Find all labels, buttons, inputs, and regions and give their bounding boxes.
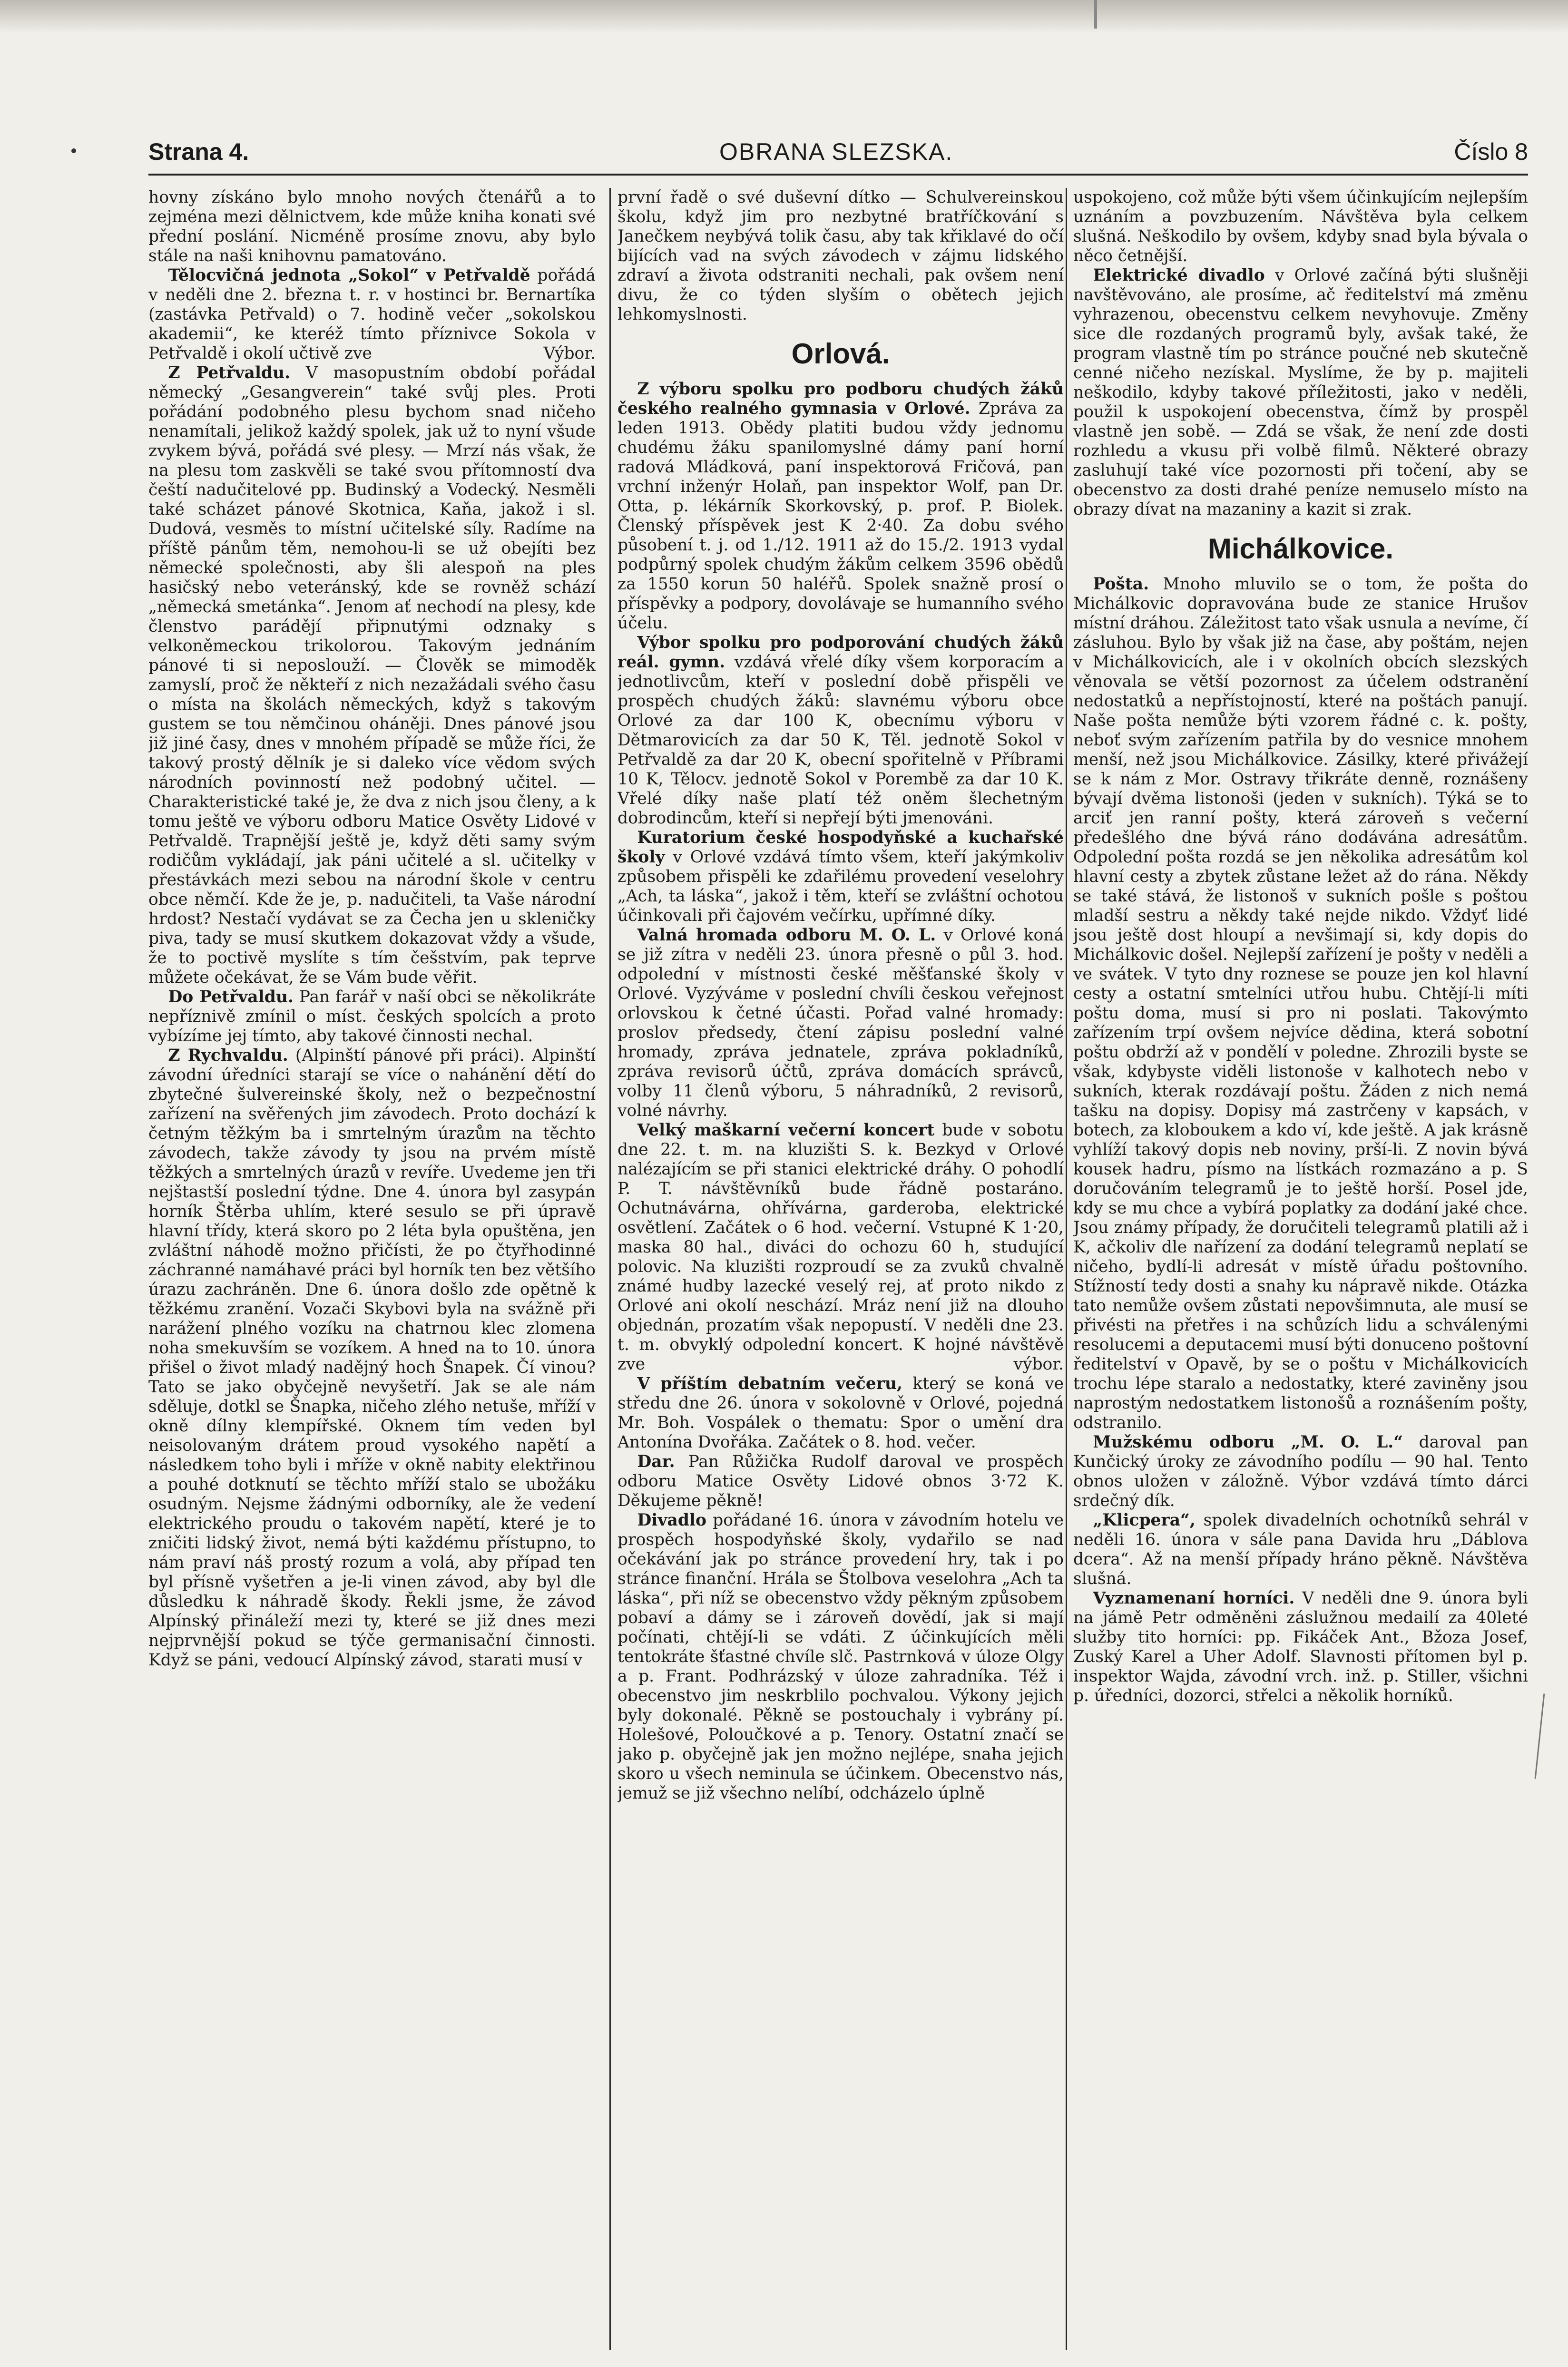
article-text: (Alpinští pánové při práci). Alpinští závodní úředníci starají se více o nahánění dětí do zbytečné šulvereinské školy, než o bezpečnostní zařízení na svěřených jim závodech. Proto dochází k četným těžkým ba i smrtelným úrazům na těchto závodech, takže závody ty jsou na prvém místě těžkých a smrtelných úrazů v revíře. Uvedeme jen tři nejštastší poslední týdne. Dne 4. února byl zasypán horník Štěrba uhlím, které sesulo se při úpravě hlavní třídy, která skoro po 2 léta byla opuštěna, jen zvláštní náhodě možno přičísti, že po čtyřhodinné záchranné namáhavé práci byl horník ten bez většího úrazu zachráněn. Dne 6. února došlo zde opětně k těžkému zranění. Vozači Skybovi byla na svážně při narážení plného vozíku na chatrnou klec zlomena noha smekuvším se vozíkem. A hned na to 10. února přišel o život mladý nadějný hoch Šnapek. Čí vinou? Tato se jako obyčejně nevyšetří. Jak se ale nám sděluje, dotkl se Šnapka, ničeho zlého netuše, mříží v okně dílny klempířské. Oknem tím veden byl neisolovaným drátem proud vysokého napětí a následkem toho byli i mříže v okně nabity elektřinou a pouhé dotknutí se těchto mříží stalo se ubožáku osudným. Nejsme žádnými odborníky, ale že vedení elektrického proudu o takovém napětí, které je to zničiti lidský život, nemá býti každému přístupno, to nám praví náš prostý rozum a volá, aby případ ten byl přísně vyšetřen a je-li vinen závod, aby byl dle důsledku k náhradě škody. Řekli jsme, že závod Alpínský přináleží mezi ty, které se již dnes mezi nejprvnější pokud se týče germanisační činnosti. Když se páni, vedoucí Alpínský závod, starati musí v	[148, 1046, 596, 1670]
article-paragraph	[617, 1374, 1064, 1452]
town-heading: Michálkovice.	[1207, 533, 1394, 565]
article-heading: Tělocvičná jednota „Sokol“ v Petřvaldě	[168, 266, 530, 285]
article-heading: V příštím debatním večeru,	[637, 1374, 903, 1393]
article-heading: Do Petřvaldu.	[168, 988, 294, 1007]
article-text: V neděli dne 9. února byli na jámě Petr odměněni záslužnou medailí za 40leté služby tito horníci: pp. Fikáček Ant., Bžoza Josef, Zuský Karel a Uher Adolf. Slavnosti přítomen byl p. inspektor Wajda, závodní vrch. inž. p. Stiller, všichni p. úředníci, dozorci, střelci a několik horníků.	[1073, 1589, 1528, 1705]
article-heading: Z Petřvaldu.	[168, 363, 291, 382]
article-heading: Výbor spolku pro podporování chudých žáků reál. gymn.	[617, 633, 1064, 672]
column-3	[1073, 188, 1528, 2350]
article-text: v Orlové vzdává tímto všem, kteří jakýmkoliv způsobem přispěli ke zdařilému provedení veselohry „Ach, ta láska“, jakož i těm, kteří se zvláštní ochotou účinkovali při čajovém večírku, upřímné díky.	[617, 848, 1064, 925]
article-heading: Divadlo	[637, 1511, 707, 1530]
signature: Výbor.	[543, 344, 596, 363]
newspaper-title: OBRANA SLEZSKA.	[719, 138, 953, 165]
article-paragraph	[1073, 266, 1528, 519]
article-heading: Vyznamenaní horníci.	[1093, 1589, 1295, 1608]
article-heading: Pošta.	[1093, 575, 1149, 594]
article-text: spolek divadelních ochotníků sehrál v neděli 16. února v sále pana Davida hru „Dáblova dcera“. Až na menší případy hráno pěkně. Návštěva slušná.	[1073, 1511, 1528, 1588]
article-paragraph	[617, 1121, 1064, 1374]
issue-number: Číslo 8	[1454, 138, 1528, 165]
article-text: první řadě o své duševní dítko — Schulvereinskou školu, když jim pro nezbytné bratříčkování s Janečkem neybývá tolik času, aby tak křiklavé do očí bijících vad na svých závodech v zájmu lidského zdraví a života odstraniti nechali, pak ovšem není divu, že co týden slyším o obětech jejich lehkomyslnosti.	[617, 188, 1064, 324]
article-heading: Valná hromada odboru M. O. L.	[637, 926, 936, 945]
article-paragraph	[617, 188, 1064, 324]
article-heading: Z výboru spolku pro podboru chudých žáků českého realného gymnasia v Orlové.	[617, 380, 1064, 418]
article-text: Pan Růžička Rudolf daroval ve prospěch odboru Matice Osvěty Lidové obnos 3·72 K. Děkujeme pěkně!	[617, 1452, 1064, 1510]
column-divider-2	[1066, 188, 1067, 2350]
article-heading: Z Rychvaldu.	[168, 1046, 288, 1065]
article-text: Zpráva za leden 1913. Obědy platiti budou vždy jednomu chudému žáku spanilomyslné dámy paní horní radová Mládková, paní inspektorová Fričová, pan vrchní inženýr Holaň, pan inspektor Wolf, pan Dr. Otta, p. lékárník Skorkovský, p. prof. P. Biolek. Členský příspěvek jest K 2·40. Za dobu svého působení t. j. od 1./12. 1911 až do 15./2. 1913 vydal podpůrný spolek chudým žákům celkem 3596 obědů za 1550 korun 50 haléřů. Spolek snažně prosí o příspěvky a podpory, dovolávaje se humanního svého účelu.	[617, 399, 1064, 633]
article-text: Mnoho mluvilo se o tom, že pošta do Michálkovic dopravována bude ze stanice Hrušov místní dráhou. Záležitost tato však usnula a nevíme, čí zásluhou. Bylo by však již na čase, aby poštám, nejen v Michálkovicích, ale i v okolních obcích slezských věnovala se větší pozornost za účelem odstranění nedostatků a nepřístojností, které na poštách panují. Naše pošta nemůže býti vzorem řádné c. k. pošty, neboť svým zařízením patřila by do vesnice mnohem menší, než jsou Michálkovice. Zásilky, které přivážejí se k nám z Mor. Ostravy třikráte denně, roznášeny bývají dvěma listonoši (jeden v sukních). Týká se to arciť jen ranní pošty, která zároveň s večerní předešlého dne bývá ráno dodávána adresátům. Odpolední pošta rozdá se jen několika adresátům kol hlavní cesty a zbytek zůstane ležet až do rána. Někdy se také stává, že listonoš v sukních pošle s poštou mladší sestru a někdy také nejde nikdo. Vždyť lidé jsou ještě dost hloupí a nevšimají si, kdy dopis do Michálkovic došel. Nejlepší zařízení je pošty v neděli a ve svátek. V tyto dny roznese se pouze jen kol hlavní cesty a ostatní smtelníci utřou hubu. Chtějí-li míti poštu doma, musí si pro ni poslati. Takovýmto zařízením trpí ovšem nejvíce dědina, která sobotní poštu obdrží až v pondělí v poledne. Zhrozili byste se však, kdybyste viděli listonoše v kalhotech nebo v sukních, kterak rozdávají poštu. Žáden z nich nemá tašku na dopisy. Dopisy má zastrčeny v kapsách, v botech, za kloboukem a kdo ví, kde ještě. A jak krásně vyhlíží takový dopis neb noviny, prší-li. Z novin bývá kousek hadru, písmo na lístkách rozmazáno a p. S doručováním telegramů je to ještě horší. Posel jde, kdy se mu chce a vybírá poplatky za dodání jaké chce. Jsou známy případy, že doručiteli telegramů platili až i K, ačkoliv dle nařízení za dodání telegramů neplatí se ničeho, bydlí-li adresát v místě úřadu poštovního. Stížností tedy dosti a snahy ku nápravě nikde. Otázka tato nemůže ovšem zůstati nepovšimnuta, ale musí se přivésti na přetřes i na schůzích lidu a schválenými resolucemi a deputacemi musí býti donuceno poštovní ředitelství v Opavě, by se o poštu v Michálkovicích trochu lépe staralo a nedostatky, které zaviněny jsou naprostým nedostatkem listonošů a roznášením pošty, odstranilo.	[1073, 575, 1528, 1432]
article-paragraph	[617, 1511, 1064, 1803]
article-text: pořádá v neděli dne 2. března t. r. v hostinci br. Bernartíka (zastávka Petřvald) o 7. hodině večer „sokolskou akademii“, ke kteréž tímto příznivce Sokola v Petřvaldě i okolí učtivě zve	[148, 266, 596, 363]
article-text: vzdává vřelé díky všem korporacím a jednotlivcům, kteří v poslední době přispěli ve prospěch chudých žáků: slavnému výboru obce Orlové za dar 100 K, obecnímu výboru v Dětmarovicích za dar 50 K, Těl. jednotě Sokol v Petřvaldě za dar 20 K, obecní spořitelně v Příbrami 10 K, Tělocv. jednotě Sokol v Porembě za dar 10 K. Vřelé díky naše platí též oněm šlechetným dobrodincům, kteří si nepřejí býti jmenováni.	[617, 653, 1064, 828]
article-text: V masopustním období pořádal německý „Gesangverein“ také svůj ples. Proti pořádání podobného plesu bychom snad ničeho nenamítali, jelikož každý spolek, jak už to nyní všude zvykem bývá, pořádá své plesy. — Mrzí nás však, že na plesu tom zaskvěli se také svou přítomností dva čeští nadučitelové pp. Budinský a Vodecký. Nesměli také scházet pánové Skotnica, Kaňa, jakož i sl. Dudová, vesměs to místní učitelské síly. Radíme na příště pánům těm, nemohou-li se už obejíti bez německé společnosti, aby šli alespoň na ples hasičský nebo veteránský, kde se rovněž schází „německá smetánka“. Jenom ať nechodí na plesy, kde členstvo parádějí připnutými odznaky s velkoněmeckou trikolorou. Takovým jednáním pánové ti si neposlouží. — Člověk se mimoděk zamyslí, proč že někteří z nich nezažádali svého času o místa na školách německých, když s takovým gustem se tou němčinou oháněji. Dnes pánové jsou již jiné časy, dnes v mnohém případě se může říci, že takový prostý dělník je si daleko více vědom svých národních povinností než podobný učitel. — Charakteristické také je, že dva z nich jsou členy, a k tomu ještě ve výboru odboru Matice Osvěty Lidové v Petřvaldě. Trapnější ještě je, když děti samy svým rodičům vykládají, jak páni učitelé a sl. učitelky v přestávkách mezi sebou na národní škole v centru obce němčí. Kde že je, p. nadučiteli, ta Vaše národní hrdost? Nestačí vydávat se za Čecha jen u skleničky piva, tady se musí skutkem dokazovat vždy a všude, že to poctivě myslíte s tím češstvím, pak teprve můžete očekávat, že se Vám bude věřit.	[148, 363, 596, 987]
article-text: v Orlové koná se již zítra v neděli 23. února přesně o půl 3. hod. odpolední v místnosti české měšťanské školy v Orlové. Vyzýváme v poslední chvíli českou veřejnost orlovskou k četné účasti. Pořad valné hromady: proslov předsedy, čtení zápisu poslední valné hromady, zpráva jednatele, zpráva pokladníků, zpráva revisorů účtů, zpráva domácích správců, volby 11 členů výboru, 5 náhradníků, 2 revisorů, volné návrhy.	[617, 926, 1064, 1120]
scan-shadow	[0, 0, 1568, 33]
article-paragraph	[617, 633, 1064, 828]
margin-mark	[1535, 1693, 1545, 1779]
article-paragraph	[1073, 188, 1528, 266]
article-text: který se koná ve středu dne 26. února v sokolovně v Orlové, pojedná Mr. Boh. Vospálek o thematu: Spor o umění dra Antonína Dvořáka. Začátek o 8. hod. večer.	[617, 1374, 1064, 1452]
signature: výbor.	[1013, 1355, 1064, 1374]
article-paragraph	[617, 1452, 1064, 1511]
town-heading: Orlová.	[791, 338, 890, 370]
page-fold-mark	[1094, 0, 1097, 29]
article-paragraph	[1073, 1511, 1528, 1589]
article-text: v Orlové začíná býti slušněji navštěvováno, ale prosíme, ač ředitelství má změnu vyhrazenou, obecenstvu celkem nevyhovuje. Změny sice dle rozdaných programů byly, avšak také, že program vlastně tím po stránce poučné neb skutečně cenné ničeho nezískal. Myslíme, že by p. majiteli neškodilo, kdyby takové příležitosti, jako v neděli, použil k uspokojení obecenstva, čímž by prospěl vlastně jen sobě. — Zdá se však, že není zde dosti rozhledu a vkusu při volbě filmů. Některé obrazy zasluhují také více pozornosti při točení, aby se obecenstvo za dosti drahé peníze nemuselo místo na obrazy dívat na mazaniny a kazit si zrak.	[1073, 266, 1528, 519]
article-heading: Elektrické divadlo	[1093, 266, 1265, 285]
article-heading: Mužskému odboru „M. O. L.“	[1093, 1433, 1403, 1452]
article-paragraph	[617, 828, 1064, 926]
page-header	[148, 138, 1528, 171]
column-1	[148, 188, 596, 2350]
article-paragraph	[148, 988, 596, 1046]
column-2	[617, 188, 1064, 2350]
article-paragraph	[148, 363, 596, 988]
article-paragraph	[148, 1046, 596, 1670]
article-heading: Kuratorium české hospodyňské a kuchařské školy	[617, 828, 1064, 867]
header-rule	[148, 174, 1528, 176]
article-paragraph	[1073, 1589, 1528, 1706]
article-text: uspokojeno, což může býti všem účinkujícím nejlepším uznáním a povzbuzením. Návštěva byla celkem slušná. Neškodilo by ovšem, kdyby snad byla bývala o něco četnější.	[1073, 188, 1528, 265]
article-text: hovny získáno bylo mnoho nových čtenářů a to zejména mezi dělnictvem, kde může kniha konati své přední poslání. Nicméně prosíme znovu, aby bylo stále na naši knihovnu pamatováno.	[148, 188, 596, 265]
article-paragraph	[617, 380, 1064, 633]
article-text: Pan farář v naší obci se několikráte nepříznivě zmínil o míst. českých spolcích a proto vybízíme jej tímto, aby takové činnosti nechal.	[148, 988, 596, 1046]
article-paragraph	[148, 188, 596, 266]
article-paragraph	[617, 926, 1064, 1121]
article-paragraph	[1073, 575, 1528, 1433]
article-text: pořádané 16. února v závodním hotelu ve prospěch hospodyňské školy, vydařilo se nad očekávání jak po stránce provedení hry, tak i po stránce finanční. Hrála se Štolbova veselohra „Ach ta láska“, při níž se obecenstvo vždy pěkným způsobem pobaví a dámy se i zároveň dovědí, jak si mají počínati, chtějí-li se vdáti. Z účinkujících měli tentokráte šťastné chvíle slč. Pastrnková v úloze Olgy a p. Frant. Podhrázský v úloze zahradníka. Též i obecenstvo jim neskrblilo pochvalou. Výkony jejich byly dokonalé. Pěkně se postouchaly i vybrány pí. Holešové, Poloučkové a p. Tenory. Ostatní značí se jako p. obyčejně jak jen možno nejlépe, snaha jejich skoro u všech neminula se účinkem. Obecenstvo nás, jemuž se již všechno nelíbí, odcházelo úplně	[617, 1511, 1064, 1803]
article-heading: Velký maškarní večerní koncert	[637, 1121, 935, 1140]
page-number: Strana 4.	[148, 138, 249, 165]
ink-dot	[71, 148, 76, 153]
article-text: bude v sobotu dne 22. t. m. na kluzišti S. k. Bezkyd v Orlové nalézajícím se při stanici elektrické dráhy. O pohodlí P. T. návštěvníků bude řádně postaráno. Ochutnávárna, ohřívárna, garderoba, elektrické osvětlení. Začátek o 6 hod. večerní. Vstupné K 1·20, maska 80 hal., diváci do ochozu 60 h, studující polovic. Na kluzišti rozproudí se za zvuků chvalně známé hudby lazecké veselý rej, ať proto nikdo z Orlové ani okolí neschází. Mráz není již na dlouho objednán, prozatím však nepopustí. V neděli dne 23. t. m. obvyklý odpolední koncert. K hojné návštěvě zve	[617, 1121, 1064, 1374]
article-paragraph	[148, 266, 596, 363]
article-heading: Dar.	[637, 1452, 675, 1471]
article-paragraph	[1073, 1433, 1528, 1511]
article-heading: „Klicpera“,	[1093, 1511, 1196, 1530]
article-text: daroval pan Kunčický úroky ze závodního podílu — 90 hal. Tento obnos uložen v záložně. Výbor vzdává tímto dárci srdečný dík.	[1073, 1433, 1528, 1510]
column-divider-1	[609, 188, 611, 2350]
